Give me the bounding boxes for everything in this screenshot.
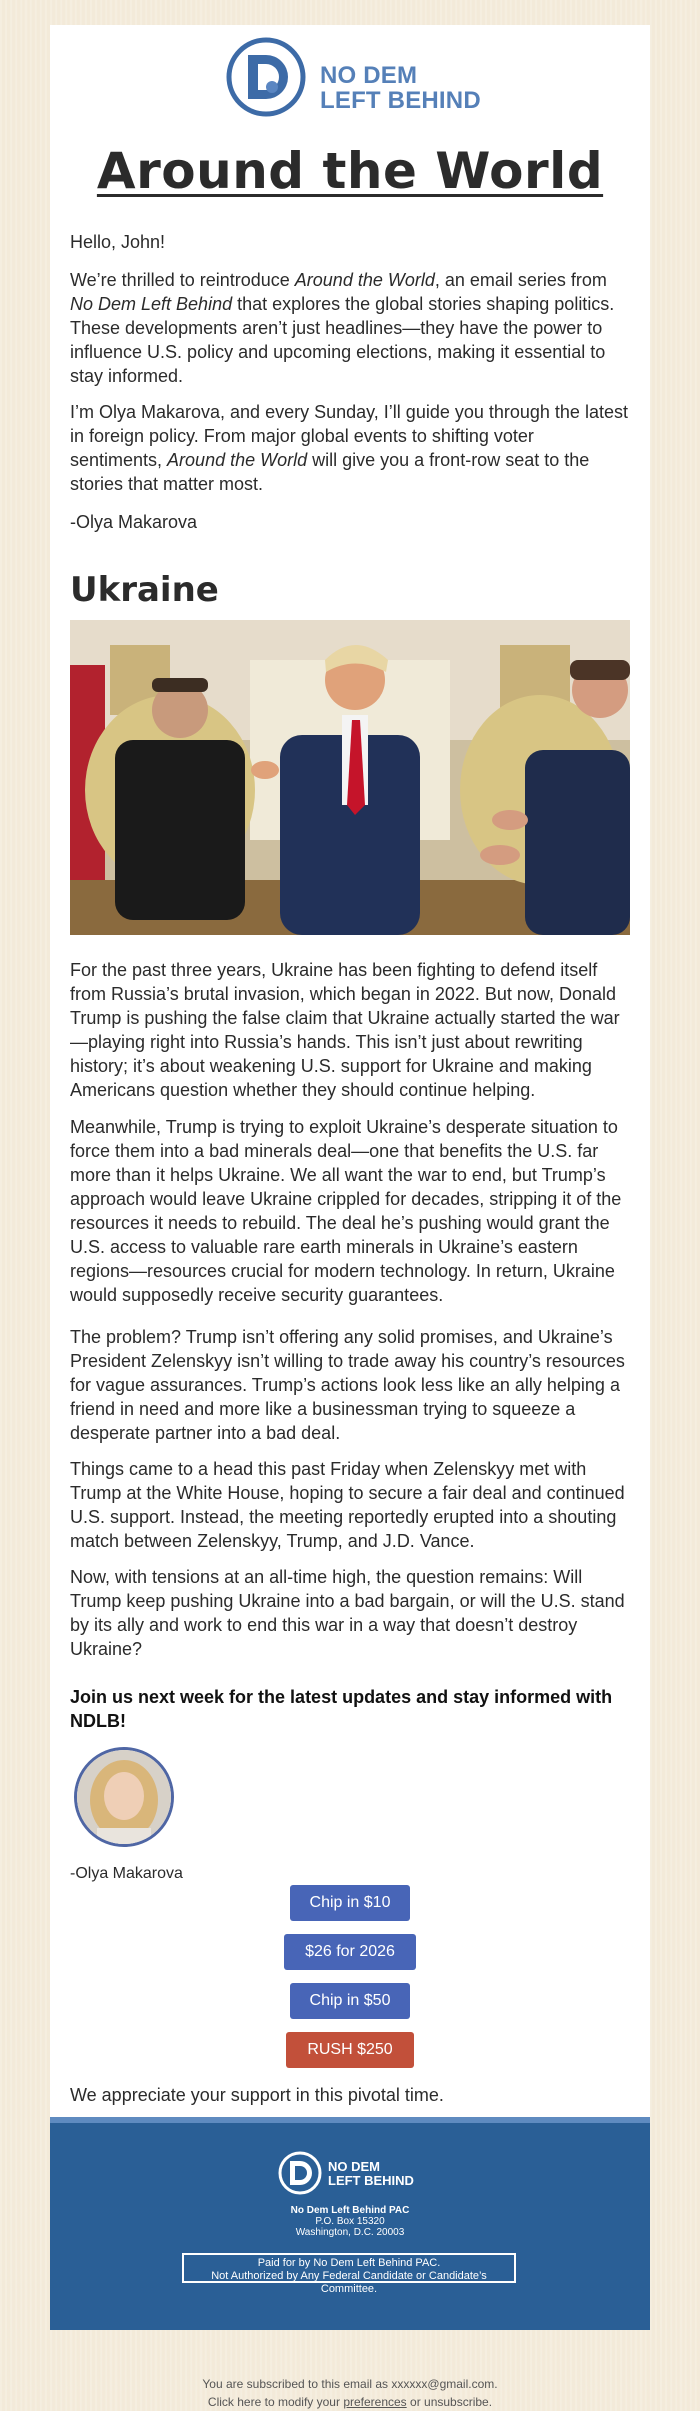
org-name: No Dem Left Behind: [70, 294, 233, 314]
donate-50-button[interactable]: Chip in $50: [290, 1983, 410, 2019]
author-portrait: [77, 1750, 171, 1844]
donate-10-button[interactable]: Chip in $10: [290, 1885, 410, 1921]
body-paragraph: Now, with tensions at an all-time high, the question remains: Will Trump keep pushing Ukraine into a bad bargain, or will the U.S. stand by its ally and work to end this war in a way that doesn’t destroy Ukraine?: [70, 1567, 625, 1659]
body-paragraph: The problem? Trump isn’t offering any solid promises, and Ukraine’s President Zelenskyy isn’t willing to trade away his country’s resources for vague assurances. Trump’s actions look less like an ally helping a friend in need and more like a businessman trying to squeeze a desperate partner into a bad deal.: [70, 1327, 625, 1443]
logo-d-icon: [278, 2151, 322, 2195]
donate-250-button[interactable]: RUSH $250: [286, 2032, 414, 2068]
email-card: [50, 25, 650, 2128]
subscription-notice: [0, 2375, 700, 2411]
footer-address: [50, 2205, 650, 2238]
thanks-text: We appreciate your support in this pivotal time.: [70, 2085, 444, 2105]
footer-po-box: P.O. Box 15320: [315, 2216, 385, 2227]
paid-for-disclaimer: Paid for by No Dem Left Behind PAC. Not Authorized by Any Federal Candidate or Candidate’s Committee.: [182, 2253, 516, 2283]
footer-logo[interactable]: [278, 2151, 428, 2199]
newsletter-title: Around the World: [96, 142, 604, 200]
section-heading-ukraine: Ukraine: [70, 570, 219, 610]
greeting: Hello, John!: [70, 232, 166, 252]
cta-heading: Join us next week for the latest updates and stay informed with NDLB!: [70, 1687, 613, 1731]
footer-brand-name: NO DEM LEFT BEHIND: [328, 2159, 414, 2188]
series-name: Around the World: [294, 270, 435, 290]
intro-paragraph-2: I’m Olya Makarova, and every Sunday, I’ll guide you through the latest in foreign policy. From major global events to shifting voter sentiments, Around the World will give you a front-row seat to the stories that matter most.: [70, 402, 628, 494]
preferences-line: Click here to modify your preferences or unsubscribe.: [207, 2395, 493, 2409]
brand-line-2: LEFT BEHIND: [320, 87, 481, 114]
brand-line-1: NO DEM: [320, 62, 418, 89]
footer: [50, 2117, 650, 2330]
footer-city: Washington, D.C. 20003: [295, 2227, 405, 2238]
body-paragraph: Things came to a head this past Friday when Zelenskyy met with Trump at the White House, hoping to secure a fair deal and continued U.S. support. Instead, the meeting reportedly erupted into a shouting match between Zelenskyy, Trump, and J.D. Vance.: [70, 1459, 625, 1551]
intro-paragraph-1: We’re thrilled to reintroduce Around the World, an email series from No Dem Left Behind that explores the global stories shaping politics. These developments aren’t just headlines—they have the power to influence U.S. policy and upcoming elections, making it essential to stay informed.: [70, 270, 615, 386]
author-signature: -Olya Makarova: [70, 1865, 183, 1882]
preferences-link[interactable]: preferences: [343, 2395, 407, 2409]
donate-26-button[interactable]: $26 for 2026: [284, 1934, 416, 1970]
brand-logo[interactable]: [226, 37, 486, 123]
series-name: Around the World: [167, 450, 308, 470]
author-avatar: [74, 1747, 174, 1847]
logo-d-icon: [226, 37, 306, 117]
body-paragraph: For the past three years, Ukraine has been fighting to defend itself from Russia’s brutal invasion, which began in 2022. But now, Donald Trump is pushing the false claim that Ukraine actually started the war—playing right into Russia’s hands. This isn’t just about rewriting history; it’s about weakening U.S. support for Ukraine and making Americans question whether they should continue helping.: [70, 960, 620, 1100]
brand-name: [320, 63, 481, 113]
footer-org: No Dem Left Behind PAC: [290, 2205, 410, 2216]
article-photo: [70, 620, 630, 935]
unsubscribe-link[interactable]: or unsubscribe.: [406, 2395, 493, 2409]
meeting-photo-illustration: [70, 620, 630, 935]
subscription-email-line: You are subscribed to this email as xxxxxx@gmail.com.: [202, 2377, 498, 2391]
intro-signoff: -Olya Makarova: [70, 512, 198, 532]
body-paragraph: Meanwhile, Trump is trying to exploit Ukraine’s desperate situation to force them into a bad minerals deal—one that benefits the U.S. far more than it helps Ukraine. We all want the war to end, but Trump’s approach would leave Ukraine crippled for decades, stripping it of the resources it needs to rebuild. The deal he’s pushing would grant the U.S. access to valuable rare earth minerals in Ukraine’s eastern regions—resources crucial for modern technology. In return, Ukraine would supposedly receive security guarantees.: [70, 1117, 622, 1305]
